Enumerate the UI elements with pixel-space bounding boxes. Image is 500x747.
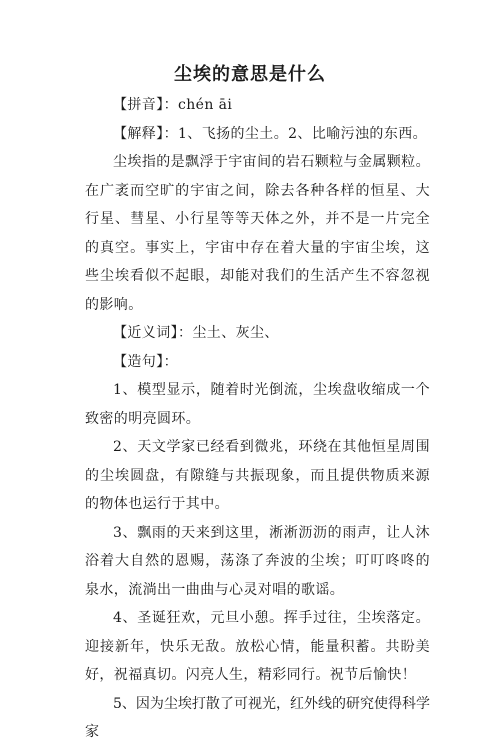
- document-body: [85, 91, 430, 747]
- sentence-item: 1、模型显示，随着时光倒流，尘埃盘收缩成一个致密的明亮圆环。: [85, 382, 430, 427]
- definition-line: 【解释】：1、飞扬的尘土。2、比喻污浊的东西。: [113, 125, 428, 142]
- page-title: 尘埃的意思是什么: [174, 64, 326, 85]
- sentence-item: 5、因为尘埃打散了可视光，红外线的研究使得科学家: [85, 695, 430, 740]
- sentence-item: 2、天文学家已经看到微兆，环绕在其他恒星周围的尘埃圆盘，有隙缝与共振现象，而且提供物质来源的物体也运行于其中。: [85, 439, 430, 512]
- synonyms-line: 【近义词】：尘土、灰尘、: [113, 325, 279, 341]
- pinyin-line: 【拼音】：chén āi: [113, 97, 233, 113]
- sentences-heading: 【造句】：: [113, 353, 178, 370]
- sentence-item: 3、飘雨的天来到这里，淅淅沥沥的雨声，让人沐浴着大自然的恩赐，荡涤了奔波的尘埃；叮叮咚咚的泉水，流淌出一曲曲与心灵对唱的歌谣。: [85, 524, 430, 598]
- intro-paragraph: 尘埃指的是飘浮于宇宙间的岩石颗粒与金属颗粒。在广袤而空旷的宇宙之间，除去各种各样的恒星、大行星、彗星、小行星等等天体之外，并不是一片完全的真空。事实上，宇宙中存在着大量的宇宙尘埃，这些尘埃看似不起眼，却能对我们的生活产生不容忽视的影响。: [85, 154, 430, 313]
- sentence-item: 4、圣诞狂欢，元旦小憩。挥手过往，尘埃落定。迎接新年，快乐无敌。放松心情，能量积蓄。共盼美好，祝福真切。闪亮人生，精彩同行。祝节后愉快！: [85, 610, 430, 683]
